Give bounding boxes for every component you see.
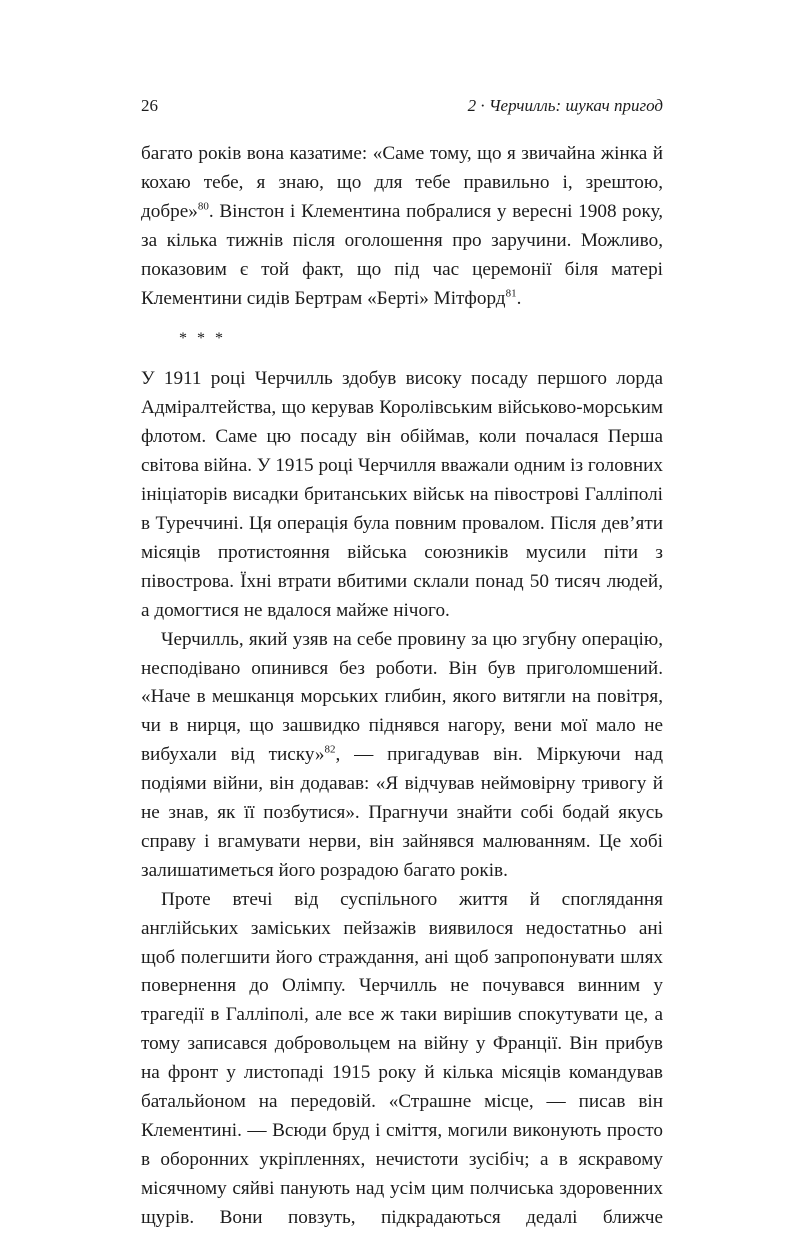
page-number: 26 [141,96,158,115]
running-head: 2 · Черчилль: шукач пригод [467,96,663,115]
section-separator: * * * [179,330,226,348]
paragraph-1-text-c: . [516,287,522,309]
paragraph-1-text-b: . Вінстон і Клементина побралися у вересні 1908 року, за кілька тижнів після оголошення про заручини. Можливо, показовим є той факт, що під час церемонії біля матері Клементини сидів Бертрам «Берті» Мітфорд [141,200,663,309]
footnote-ref-82: 82 [324,743,336,756]
paragraph-3 [141,626,663,886]
paragraph-2: У 1911 році Черчилль здобув високу посаду першого лорда Адміралтейства, що керував Королівським військово-морським флотом. Саме цю посаду він обіймав, коли почалася Перша світова війна. У 1915 році Черчилля вважали одним із головних ініціаторів висадки британських військ на півострові Галліполі в Туреччині. Ця операція була повним провалом. Після дев’яти місяців протистояння війська союзників мусили піти з півострова. Їхні втрати вбитими склали понад 50 тисяч людей, а домогтися не вдалося майже нічого. [141,368,663,621]
page-header [141,96,663,122]
paragraph-1 [141,140,663,313]
paragraph-3-text-a: Черчилль, який узяв на себе провину за цю згубну операцію, несподівано опинився без роботи. Він був приголомшений. «Наче в мешканця морських глибин, якого витягли на повітря, чи в нирця, що зашвидко піднявся нагору, вени мої мало не вибухали від тиску» [141,628,663,766]
footnote-ref-80: 80 [197,200,209,213]
paragraph-4: Проте втечі від суспільного життя й споглядання англійських заміських пейзажів виявилося недостатньо ані щоб полегшити його страждання, ані щоб запропонувати шлях повернення до Олімпу. Черчилль не почувався винним у трагедії в Галліполі, але все ж таки вирішив спокутувати це, а тому записався добровольцем на війну у Франції. Він прибув на фронт у листопаді 1915 року й кілька місяців командував батальйоном на передовій. «Страшне місце, — писав він Клементині. — Всюди бруд і сміття, могили виконують просто в оборонних укріпленнях, нечистоти зусібіч; а в яскравому місячному сяйві панують над усім цим полчиська здоровенних щурів. Вони повзуть, підкрадаються дедалі ближче [141,888,663,1228]
body-text [141,140,663,1233]
footnote-ref-81: 81 [505,287,517,300]
paragraph-3-text-b: , — пригадував він. Міркуючи над подіями війни, він додавав: «Я відчував неймовірну тривогу й не знав, як її позбутися». Прагнучи знайти собі бодай якусь справу і вгамувати нерви, він зайнявся малюванням. Це хобі залишатиметься його розрадою багато років. [141,744,663,881]
paragraph-1-text-a: багато років вона казатиме: «Саме тому, що я звичайна жінка й кохаю тебе, я знаю, що для тебе правильно і, зрештою, добре» [141,143,663,222]
